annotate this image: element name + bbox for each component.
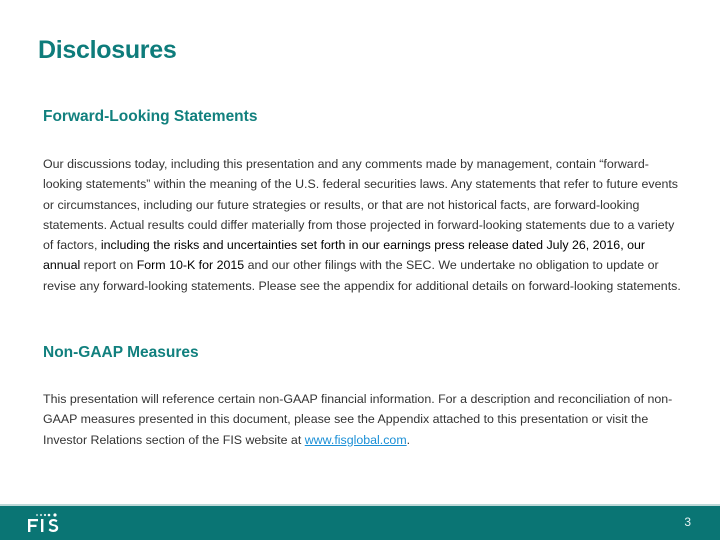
non-gaap-text-2: . (406, 432, 411, 447)
forward-looking-text-1: Our discussions today, including this presentation and any comments made by management, contain “forward-looking statements” within the meaning of the U.S. federal securities laws. Any statements that refer to future events or circumstances, including our future strategies or results, or that are not historical facts, are forward-looking statements. Actual results could differ materially from those projected in forward-looking statements due to a variety of factors, (43, 157, 678, 253)
footer-bar (0, 504, 720, 540)
footer-divider (0, 504, 720, 506)
non-gaap-text-1: This presentation will reference certain non-GAAP financial information. For a description and reconciliation of non-GAAP measures presented in this document, please see the Appendix attached to this presentation or visit the Investor Relations section of the FIS website at (43, 392, 673, 447)
forward-looking-text-3: report on (83, 258, 134, 273)
slide-title: Disclosures (38, 36, 177, 64)
forward-looking-text-2: including the risks and uncertainties set forth in our earnings press release dated July 26, 2016, our annual (43, 238, 645, 273)
fis-logo-icon (24, 511, 80, 535)
forward-looking-paragraph (43, 154, 683, 296)
non-gaap-heading: Non-GAAP Measures (43, 344, 199, 361)
forward-looking-text-5: and our other filings with the SEC. We undertake no obligation to update or revise any forward-looking statements. Please see the appendix for additional details on forward-looking statements. (43, 258, 681, 293)
forward-looking-heading: Forward-Looking Statements (43, 108, 258, 125)
non-gaap-paragraph (43, 389, 683, 450)
fisglobal-link[interactable]: www.fisglobal.com (304, 432, 407, 447)
page-number: 3 (684, 515, 691, 529)
form-10k-reference: Form 10-K for 2015 (136, 258, 245, 273)
